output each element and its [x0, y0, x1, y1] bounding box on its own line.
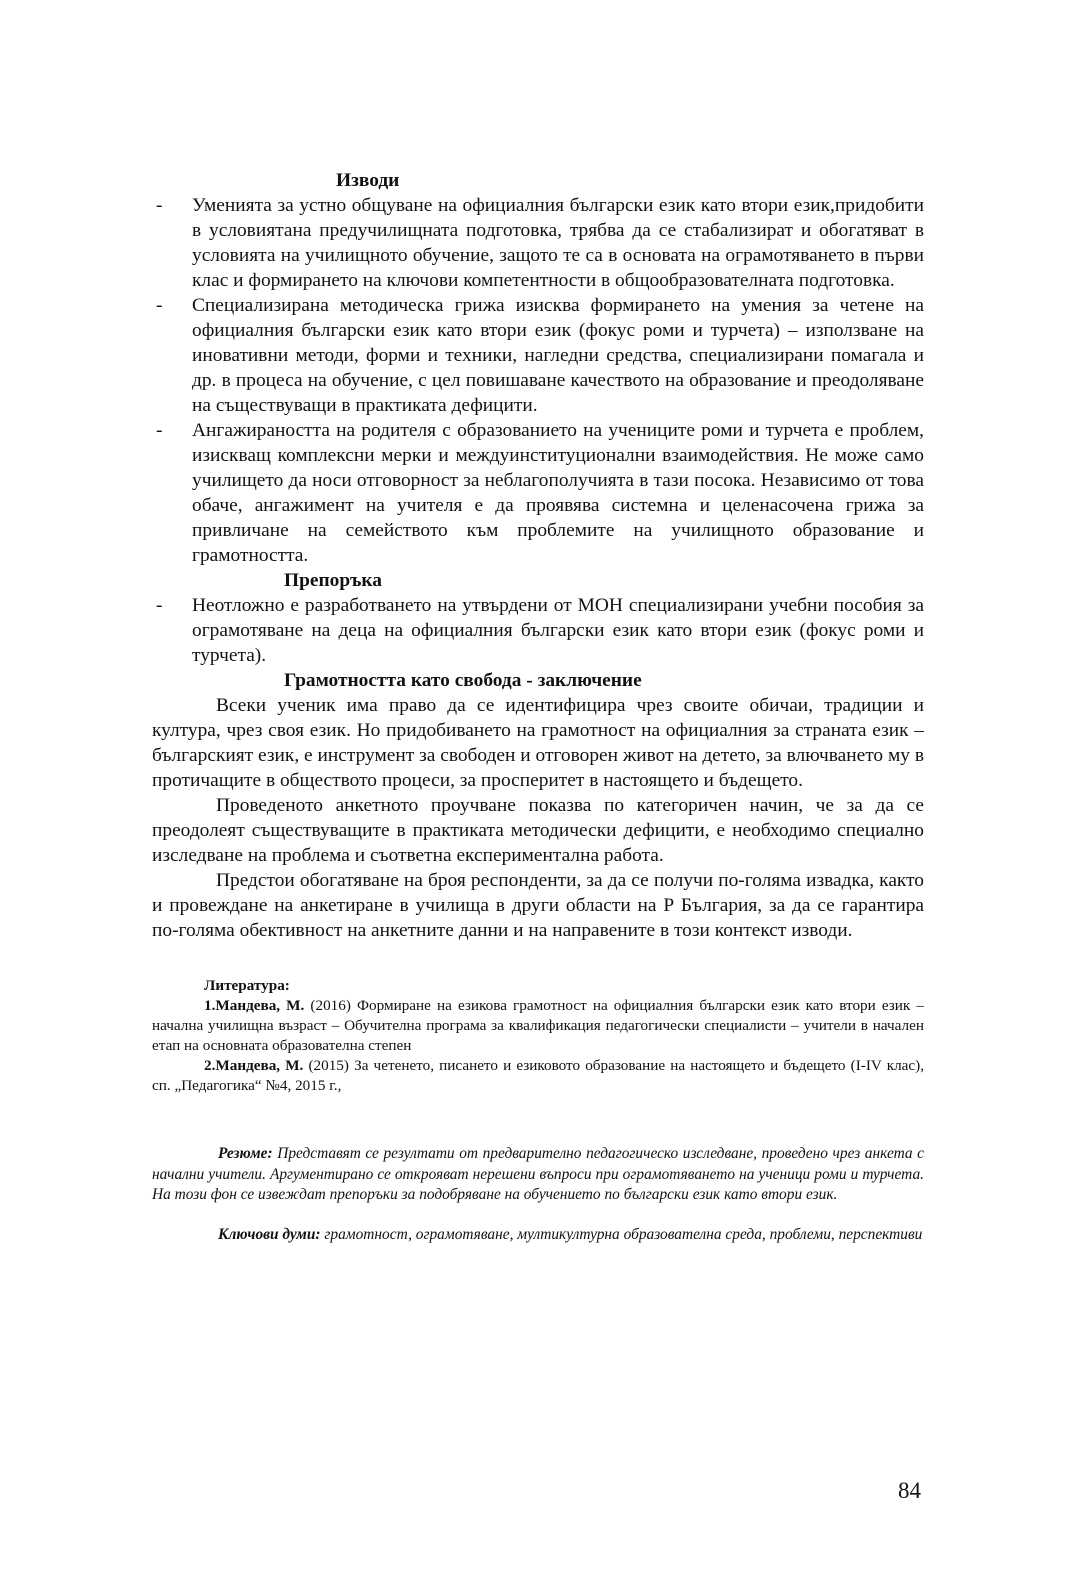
summary-label: Резюме: — [218, 1145, 273, 1162]
reference-author: 1.Мандева, М. — [204, 997, 305, 1014]
reference-item — [152, 1056, 924, 1096]
recommendation-heading: Препоръка — [284, 570, 383, 591]
references-section — [152, 976, 924, 1096]
references-title: Литература: — [204, 977, 290, 994]
reference-item — [152, 996, 924, 1056]
summary-abstract — [152, 1144, 924, 1206]
conclusions-heading: Изводи — [336, 170, 400, 191]
keywords-text: грамотност, ограмотяване, мултикултурна образователна среда, проблеми, перспективи — [320, 1225, 923, 1243]
page-number: 84 — [898, 1478, 921, 1503]
conclusion-paragraph: Всеки ученик има право да се идентифицира чрез своите обичаи, традиции и култура, чрез своя език. Но придобиването на грамотност на официалния за страната език –българският език, е инструмент за свободен и отговорен живот на детето, за влючването му в протичащите в обществото процеси, за просперитет в настоящето и бъдещето. — [152, 695, 924, 791]
reference-author: 2.Мандева, М. — [204, 1057, 304, 1074]
dash-marker: - — [156, 195, 163, 216]
dash-marker: - — [156, 295, 163, 316]
conclusion-item — [152, 193, 924, 293]
reference-text: (2016) Формиране на езикова грамотност на официалния български език като втори език – начална училищна възраст – Обучителна програма за квалификация педагогически специалисти – учители в начален етап на основната образователна степен — [152, 997, 924, 1054]
dash-marker: - — [156, 420, 163, 441]
conclusion-heading: Грамотността като свобода - заключение — [284, 670, 642, 691]
keywords-label: Ключови думи: — [218, 1225, 321, 1243]
dash-marker: - — [156, 595, 163, 616]
main-text — [152, 168, 924, 943]
conclusion-paragraph: Проведеното анкетното проучване показва по категоричен начин, че за да се преодолеят съществуващите в практиката методически дефицити, е необходимо специално изследване на проблема и съответна експериментална работа. — [152, 795, 924, 866]
conclusion-paragraph: Предстои обогатяване на броя респонденти, за да се получи по-голяма извадка, както и провеждане на анкетиране в училища в други области на Р България, за да се гарантира по-голяма обективност на анкетните данни и на направените в този контекст изводи. — [152, 870, 924, 941]
recommendation-item-text: Неотложно е разработването на утвърдени от МОН специализирани учебни пособия за ограмотяване на деца на официалния български език като втори език (фокус роми и турчета). — [192, 595, 924, 666]
keywords — [152, 1225, 924, 1246]
conclusion-item — [152, 293, 924, 418]
summary-text: Представят се резултати от предварително педагогическо изследване, проведено чрез анкета с начални учители. Аргументирано се открояват нерешени въпроси при ограмотяването на ученици роми и турчета. На този фон се извеждат препоръки за подобряване на обучението по български език като втори език. — [152, 1145, 924, 1203]
conclusion-item-text: Ангажираността на родителя с образованието на учениците роми и турчета е проблем, изискващ комплексни мерки и междуинституционални взаимодействия. Не може само училището да носи отговорност за неблагополучията в тази посока. Независимо от това обаче, ангажимент на учителя е да проявява системна и целенасочена грижа за привличане на семейството към проблемите на училищното образование и грамотността. — [192, 420, 924, 566]
conclusion-item-text: Уменията за устно общуване на официалния български език като втори език,придобити в условиятана предучилищната подготовка, трябва да се стабализират и обогатяват в условията на училищното обучение, защото те са в основата на ограмотяването в първи клас и формирането на ключови компетентности в общообразователната подготовка. — [192, 195, 924, 291]
recommendation-item — [152, 593, 924, 668]
reference-text: (2015) За четенето, писането и езиковото образование на настоящето и бъдещето (I-IV клас), сп. „Педагогика“ №4, 2015 г., — [152, 1057, 924, 1094]
conclusion-item — [152, 418, 924, 568]
document-page — [152, 168, 924, 1260]
conclusion-item-text: Специализирана методическа грижа изисква формирането на умения за четене на официалния български език като втори език (фокус роми и турчета) – използване на иновативни методи, форми и техники, нагледни средства, специализирани помагала и др. в процеса на обучение, с цел повишаване качеството на образование и преодоляване на съществуващи в практиката дефицити. — [192, 295, 924, 416]
